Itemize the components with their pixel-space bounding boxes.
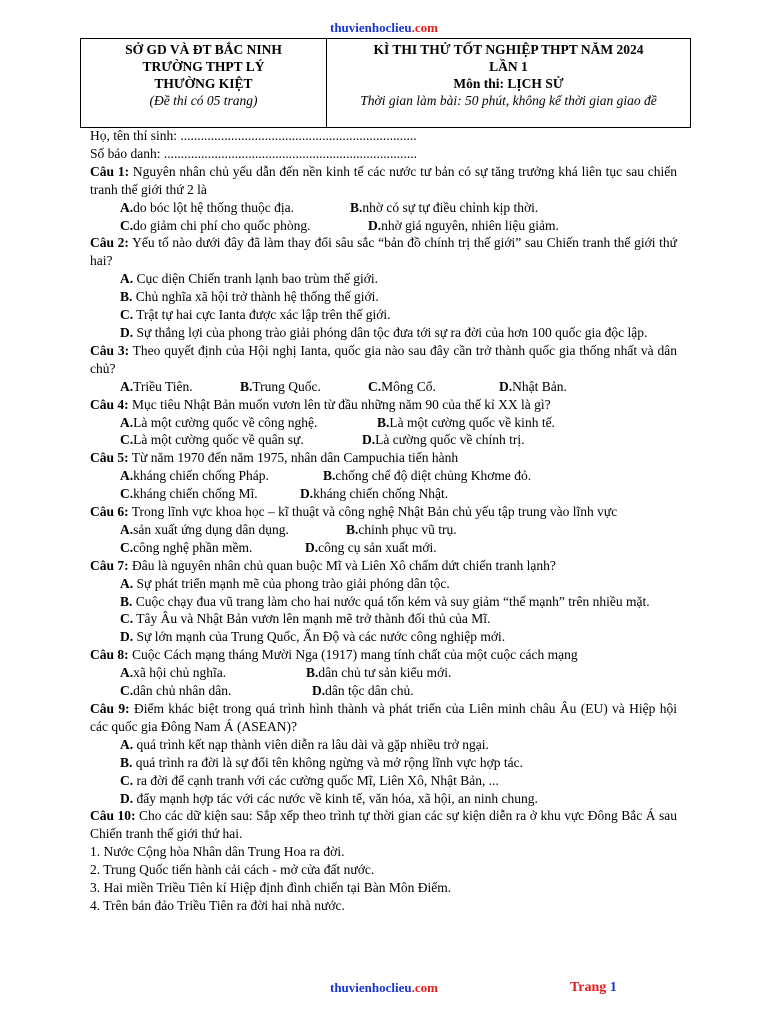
question-7: Câu 7: Đâu là nguyên nhân chủ quan buộc Mĩ và Liên Xô chấm dứt chiến tranh lạnh? bbox=[90, 557, 556, 573]
question-6-options-cd bbox=[90, 539, 677, 557]
option: C. Tây Âu và Nhật Bản vươn lên mạnh mẽ trở thành đối thủ của Mĩ. bbox=[120, 611, 491, 627]
option: D.kháng chiến chống Nhật. bbox=[300, 486, 449, 502]
question-6: Câu 6: Trong lĩnh vực khoa học – kĩ thuật và công nghệ Nhật Bản chủ yếu tập trung vào lĩnh vực bbox=[90, 504, 618, 520]
option: B.chinh phục vũ trụ. bbox=[346, 521, 457, 537]
option: B.Là một cường quốc về kinh tế. bbox=[377, 414, 555, 430]
option: B.chống chế độ diệt chủng Khơme đỏ. bbox=[323, 468, 532, 484]
school-name-line1: TRƯỜNG THPT LÝ bbox=[142, 59, 265, 74]
question-4: Câu 4: Mục tiêu Nhật Bản muốn vươn lên từ đầu những năm 90 của thế kỉ XX là gì? bbox=[90, 396, 551, 412]
question-2: Câu 2: Yếu tố nào dưới đây đã làm thay đổi sâu sắc “bản đồ chính trị thế giới” sau Chiến tranh thế giới thứ hai? bbox=[90, 235, 677, 269]
question-1: Câu 1: Nguyên nhân chủ yếu dẫn đến nền kinh tế các nước tư bản có sự tăng trưởng khá liên tục sau chiến tranh thế giới thứ 2 là bbox=[90, 163, 677, 197]
option: A. quá trình kết nạp thành viên diễn ra lâu dài và gặp nhiều trở ngại. bbox=[120, 736, 489, 752]
option: B. Cuộc chạy đua vũ trang làm cho hai nước quá tốn kém và suy giảm “thế mạnh” trên nhiều mặt. bbox=[120, 593, 650, 609]
option: D. Sự thắng lợi của phong trào giải phóng dân tộc đưa tới sự ra đời của hơn 100 quốc gia độc lập. bbox=[120, 324, 648, 340]
school-name-line2: THƯỜNG KIỆT bbox=[154, 76, 253, 91]
exam-info bbox=[327, 39, 690, 127]
question-10: Câu 10: Cho các dữ kiện sau: Sắp xếp theo trình tự thời gian các sự kiện diễn ra ở khu vực Đông Bắc Á sau Chiến tranh thế giới thứ hai. bbox=[90, 808, 677, 842]
option: A. Cục diện Chiến tranh lạnh bao trùm thế giới. bbox=[120, 271, 378, 287]
site-watermark-bottom: thuvienhoclieu.com bbox=[330, 980, 438, 995]
option: A.sản xuất ứng dụng dân dụng. bbox=[120, 521, 289, 537]
question-3: Câu 3: Theo quyết định của Hội nghị Ianta, quốc gia nào sau đây cần trở thành quốc gia thống nhất và dân chủ? bbox=[90, 342, 677, 376]
list-item: 2. Trung Quốc tiến hành cải cách - mở cửa đất nước. bbox=[90, 862, 375, 878]
page-count-note: (Đề thi có 05 trang) bbox=[149, 93, 258, 108]
option: B. Chủ nghĩa xã hội trở thành hệ thống thế giới. bbox=[120, 289, 379, 305]
question-5: Câu 5: Từ năm 1970 đến năm 1975, nhân dân Campuchia tiến hành bbox=[90, 450, 459, 466]
option: C.Mông Cổ. bbox=[368, 378, 436, 394]
page-number: Trang 1 bbox=[570, 980, 617, 995]
question-5-options-ab bbox=[90, 467, 677, 485]
option: B. quá trình ra đời là sự đổi tên không ngừng và mở rộng lĩnh vực hợp tác. bbox=[120, 754, 523, 770]
list-item: 1. Nước Cộng hòa Nhân dân Trung Hoa ra đời. bbox=[90, 844, 345, 860]
option: A.Triều Tiên. bbox=[120, 378, 193, 394]
option: C.kháng chiến chống Mĩ. bbox=[120, 486, 258, 502]
candidate-name-field: Họ, tên thí sinh: ...................................................................... bbox=[90, 128, 417, 143]
option: C.dân chủ nhân dân. bbox=[120, 683, 232, 699]
question-6-options-ab bbox=[90, 521, 677, 539]
option: C.công nghệ phần mềm. bbox=[120, 539, 253, 555]
department-name: SỞ GD VÀ ĐT BẮC NINH bbox=[125, 42, 282, 57]
exam-title: KÌ THI THỬ TỐT NGHIỆP THPT NĂM 2024 bbox=[373, 42, 644, 57]
option: C.Là một cường quốc về quân sự. bbox=[120, 432, 304, 448]
list-item: 3. Hai miền Triều Tiên kí Hiệp định đình chiến tại Bàn Môn Điếm. bbox=[90, 880, 452, 896]
option: C. ra đời để cạnh tranh với các cường quốc Mĩ, Liên Xô, Nhật Bản, ... bbox=[120, 772, 499, 788]
question-8-options-ab bbox=[90, 664, 677, 682]
option: A.kháng chiến chống Pháp. bbox=[120, 468, 269, 484]
option: B.dân chủ tư sản kiểu mới. bbox=[306, 665, 452, 681]
option: D.dân tộc dân chủ. bbox=[312, 683, 414, 699]
option: D.Là cường quốc về chính trị. bbox=[362, 432, 525, 448]
question-5-options-cd bbox=[90, 485, 677, 503]
option: D. Sự lớn mạnh của Trung Quốc, Ấn Độ và các nước công nghiệp mới. bbox=[120, 629, 506, 645]
question-9: Câu 9: Điểm khác biệt trong quá trình hình thành và phát triển của Liên minh châu Âu (EU) và Hiệp hội các quốc gia Đông Nam Á (ASEAN)? bbox=[90, 701, 677, 734]
exam-round: LẦN 1 bbox=[489, 59, 528, 74]
option: B.nhờ có sự tự điều chỉnh kịp thời. bbox=[350, 199, 539, 215]
question-8-options-cd bbox=[90, 682, 677, 700]
question-8: Câu 8: Cuộc Cách mạng tháng Mười Nga (1917) mang tính chất của một cuộc cách mạng bbox=[90, 647, 578, 663]
question-4-options-cd bbox=[90, 431, 677, 449]
school-info bbox=[81, 39, 327, 127]
candidate-id-field: Số báo danh: ........................................................................... bbox=[90, 145, 417, 161]
option: A. Sự phát triển mạnh mẽ của phong trào giải phóng dân tộc. bbox=[120, 575, 450, 591]
exam-subject: Môn thi: LỊCH SỬ bbox=[453, 76, 564, 91]
exam-time: Thời gian làm bài: 50 phút, không kể thời gian giao đề bbox=[360, 93, 657, 108]
site-watermark-top: thuvienhoclieu.com bbox=[330, 20, 438, 35]
option: C.do giảm chi phí cho quốc phòng. bbox=[120, 217, 311, 233]
option: A.Là một cường quốc về công nghệ. bbox=[120, 414, 318, 430]
question-1-options-cd bbox=[90, 217, 677, 235]
question-4-options-ab bbox=[90, 414, 677, 432]
option: A.xã hội chủ nghĩa. bbox=[120, 665, 227, 681]
question-1-options-ab bbox=[90, 199, 677, 217]
exam-header bbox=[80, 38, 691, 128]
option: A.do bóc lột hệ thống thuộc địa. bbox=[120, 199, 294, 215]
exam-content bbox=[90, 127, 677, 915]
option: D.Nhật Bản. bbox=[499, 378, 567, 394]
option: D.nhờ giá nguyên, nhiên liệu giảm. bbox=[368, 217, 559, 233]
option: B.Trung Quốc. bbox=[240, 378, 321, 394]
list-item: 4. Trên bán đảo Triều Tiên ra đời hai nhà nước. bbox=[90, 897, 345, 913]
option: D.công cụ sản xuất mới. bbox=[305, 539, 437, 555]
option: C. Trật tự hai cực Ianta được xác lập trên thế giới. bbox=[120, 307, 391, 323]
question-3-options bbox=[90, 378, 677, 396]
option: D. đẩy mạnh hợp tác với các nước về kinh tế, văn hóa, xã hội, an ninh chung. bbox=[120, 790, 538, 806]
